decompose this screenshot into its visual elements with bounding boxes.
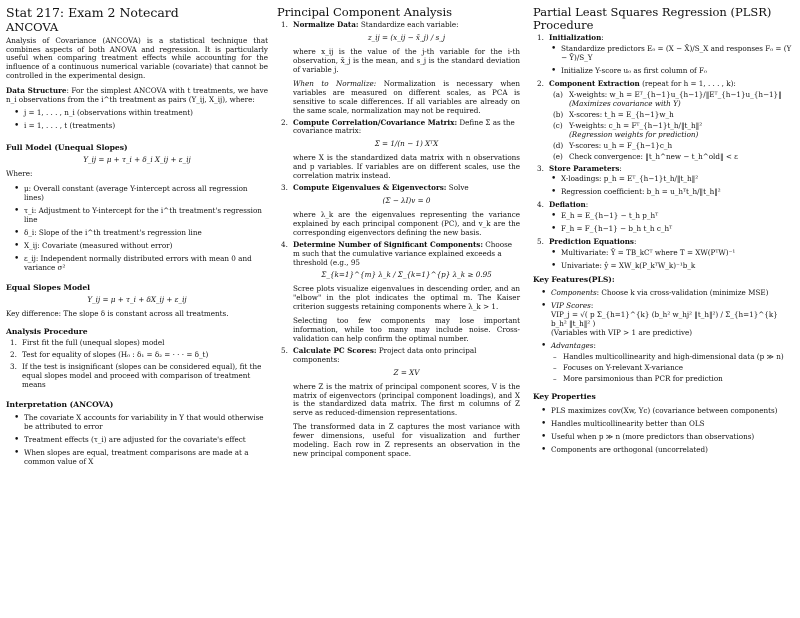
list-item: • Treatment effects (τ_i) are adjusted for the covariate's effect	[14, 436, 268, 445]
vip-equation: VIP_j = √( p Σ_{h=1}^{k} (b_h² w_hj² ‖t_h‖²) / Σ_{h=1}^{k} b_h² ‖t_h‖² )	[551, 310, 778, 328]
list-item: – Focuses on Y-relevant X-variance	[553, 364, 795, 373]
key-features-heading: Key Features(PLS):	[533, 274, 615, 284]
list-item: • Useful when p ≫ n (more predictors than observations)	[541, 433, 795, 442]
list-item: (e) Check convergence: ‖t_h^new − t_h^old‖ < ε	[553, 151, 738, 161]
list-item: • Univariate: ŷ = XW_k(P_kᵀW_k)⁻¹b_k	[551, 262, 795, 271]
ancova-heading: ANCOVA	[6, 20, 59, 35]
list-item: • τ_i: Adjustment to Y-intercept for the i^th treatment's regression line	[14, 207, 268, 225]
key-properties-list	[541, 407, 795, 455]
list-item: 2. Test for equality of slopes (H₀ : δ₁ = δ₂ = · · · = δ_t)	[10, 350, 209, 360]
list-item: – Handles multicollinearity and high-dimensional data (p ≫ n)	[553, 353, 795, 362]
list-item: • i = 1, . . . , t (treatments)	[14, 122, 268, 131]
full-model-equation: Y_ij = μ + τ_i + δ_i X_ij + ε_ij	[83, 155, 191, 165]
plsr-step-2: 2. Component Extraction (repeat for h = 1, . . . , k): (a) X-weights: w_h = Eᵀ_{h−1}u_{h−1}/‖Eᵀ_{h−1}u_{h−1}‖ (Maximizes covariance with Y) (b) X-scores: t_h = E_{h−1}w_h (c) Y-weights: c_h = Fᵀ_{h−1}t_h/‖t_h‖² (Regression weights for prediction) (d) Y-scores: u_h = F_{h−1}c_h (e) Check convergence: ‖t_h^new − t_h^old‖ < ε	[537, 80, 795, 161]
list-item: • Regression coefficient: b_h = u_hᵀt_h/‖t_h‖²	[551, 188, 795, 197]
plsr-step-3: 3. Store Parameters: • X-loadings: p_h = Eᵀ_{h−1}t_h/‖t_h‖² • Regression coefficient: b_h = u_hᵀt_h/‖t_h‖²	[537, 165, 795, 198]
list-item: 3. If the test is insignificant (slopes can be considered equal), fit the equal slopes model and proceed with comparison of treatment means	[10, 362, 262, 389]
list-item: (a) X-weights: w_h = Eᵀ_{h−1}u_{h−1}/‖Eᵀ_{h−1}u_{h−1}‖ (Maximizes covariance with Y)	[553, 90, 782, 108]
list-item: • E_h = E_{h−1} − t_h p_hᵀ	[551, 212, 795, 221]
list-item: • X_ij: Covariate (measured without error)	[14, 242, 268, 251]
list-item: • VIP Scores: VIP_j = √( p Σ_{h=1}^{k} (b_h² w_hj² ‖t_h‖²) / Σ_{h=1}^{k} b_h² ‖t_h‖² ) (Variables with VIP > 1 are predictive)	[541, 302, 795, 338]
list-item: 1. First fit the full (unequal slopes) model	[10, 338, 165, 348]
pca-step-5: 5. Calculate PC Scores: Project data onto principal components: Z = XV where Z is the matrix of principal component scores, V is the matrix of eigenvectors (principal component loadings), and X is the standardized data matrix. The first m columns of Z serve as reduced-dimension representations. The transformed data in Z captures the most variance with fewer dimensions, useful for visualization and further modeling. Each row in Z represents an observation in the new principal component space.	[281, 345, 520, 459]
list-item: • The covariate X accounts for variability in Y that would otherwise be attributed to error	[14, 414, 268, 432]
ancova-intro: Analysis of Covariance (ANCOVA) is a statistical technique that combines aspects of both ANOVA and regression. It is particularly useful when comparing treatment effects while accounting for the influence of a continuous numerical variable (covariate) that cannot be controlled in the experimental design.	[6, 35, 268, 81]
analysis-procedure-list	[10, 339, 268, 390]
interpretation-list	[14, 414, 268, 467]
list-item: – More parsimonious than PCR for prediction	[553, 375, 795, 384]
plsr-step-5: 5. Prediction Equations: • Multivariate: Ŷ = TB_kCᵀ where T = XW(PᵀW)⁻¹ • Univariate: ŷ = XW_k(P_kᵀW_k)⁻¹b_k	[537, 238, 795, 271]
list-item: • j = 1, . . . , n_i (observations within treatment)	[14, 109, 268, 118]
list-item: • X-loadings: p_h = Eᵀ_{h−1}t_h/‖t_h‖²	[551, 175, 795, 184]
plsr-step-1: 1. Initialization: • Standardize predictors E₀ = (X − X̄)/S_X and responses F₀ = (Y − Ȳ)/S_Y • Initialize Y-score u₀ as first column of F₀	[537, 34, 795, 76]
pca-step-3: 3. Compute Eigenvalues & Eigenvectors: Solve (Σ − λI)v = 0 where λ_k are the eigenvalues representing the variance explained by each principal component (PC), and v_k are the corresponding eigenvectors defining the new basis.	[281, 183, 520, 237]
pca-step-1: 1. Normalize Data: Standardize each variable: z_ij = (x_ij − x̄_j) / s_j where x_ij is the value of the j-th variable for the i-th observation, x̄_j is the mean, and s_j is the standard deviation of variable j. When to Normalize: Normalization is necessary when variables are measured on different scales, as PCA is sensitive to scale differences. If all variables are already on the same scale, normalization may not be required.	[281, 20, 520, 115]
interpretation-heading: Interpretation (ANCOVA)	[6, 399, 114, 409]
list-item: • Standardize predictors E₀ = (X − X̄)/S_X and responses F₀ = (Y − Ȳ)/S_Y	[551, 45, 795, 63]
key-properties-heading: Key Properties	[533, 391, 596, 401]
pca-steps	[281, 21, 520, 459]
where-label: Where:	[6, 169, 33, 179]
list-item: • PLS maximizes cov(Xw, Yc) (covariance between components)	[541, 407, 795, 416]
list-item: • Multivariate: Ŷ = TB_kCᵀ where T = XW(PᵀW)⁻¹	[551, 249, 795, 258]
list-item: • Components: Choose k via cross-validation (minimize MSE)	[541, 289, 795, 298]
list-item: • When slopes are equal, treatment comparisons are made at a common value of X	[14, 449, 268, 467]
pca-step-2: 2. Compute Correlation/Covariance Matrix: Define Σ as the covariance matrix: Σ = 1/(n − 1) XᵀX where X is the standardized data matrix with n observations and p variables. If variables are on different scales, use the correlation matrix instead.	[281, 117, 520, 181]
column-pca	[277, 6, 520, 462]
scores-equation: Z = XV	[393, 367, 420, 377]
normalize-equation: z_ij = (x_ij − x̄_j) / s_j	[367, 33, 446, 43]
pca-step-4: 4. Determine Number of Significant Components: Choose m such that the cumulative variance explained exceeds a threshold (e.g., 95 Σ_{k=1}^{m} λ_k / Σ_{k=1}^{p} λ_k ≥ 0.95 Scree plots visualize eigenvalues in descending order, and an "elbow" in the plot indicates the optimal m. The Kaiser criterion suggests retaining components where λ_k > 1. Selecting too few components may lose important information, while too many may include noise. Cross-validation can help confirm the optimal number.	[281, 239, 520, 343]
list-item: • Handles multicollinearity better than OLS	[541, 420, 795, 429]
list-item: • F_h = F_{h−1} − b_h t_h c_hᵀ	[551, 225, 795, 234]
data-structure-list	[14, 109, 268, 131]
variance-threshold-equation: Σ_{k=1}^{m} λ_k / Σ_{k=1}^{p} λ_k ≥ 0.95	[321, 270, 492, 280]
data-structure-text: : For the simplest ANCOVA with t treatments, we have n_i observations from the i^th treatment as pairs (Y_ij, X_ij), where:	[6, 86, 268, 105]
list-item: (d) Y-scores: u_h = F_{h−1}c_h	[553, 140, 673, 150]
full-model-heading: Full Model (Unequal Slopes)	[6, 142, 128, 152]
list-item: • ε_ij: Independent normally distributed errors with mean 0 and variance σ²	[14, 255, 268, 273]
equal-slopes-heading: Equal Slopes Model	[6, 282, 91, 292]
key-features-list	[541, 289, 795, 383]
key-difference: Key difference: The slope δ is constant across all treatments.	[6, 308, 229, 318]
list-item: • μ: Overall constant (average Y-intercept across all regression lines)	[14, 185, 268, 203]
data-structure-paragraph	[6, 87, 268, 105]
list-item: (b) X-scores: t_h = E_{h−1}w_h	[553, 109, 674, 119]
covariance-equation: Σ = 1/(n − 1) XᵀX	[374, 139, 439, 149]
equal-slopes-equation: Y_ij = μ + τ_i + δX_ij + ε_ij	[87, 294, 187, 304]
plsr-steps	[537, 34, 795, 270]
eigen-equation: (Σ − λI)v = 0	[382, 195, 431, 205]
list-item: • Initialize Y-score u₀ as first column of F₀	[551, 67, 795, 76]
list-item: (c) Y-weights: c_h = Fᵀ_{h−1}t_h/‖t_h‖² (Regression weights for prediction)	[553, 120, 703, 139]
list-item: • δ_i: Slope of the i^th treatment's regression line	[14, 229, 268, 238]
column-ancova	[6, 6, 268, 471]
list-item: • Advantages: – Handles multicollinearity and high-dimensional data (p ≫ n) – Focuses on Y-relevant X-variance – More parsimonious than PCR for prediction	[541, 342, 795, 384]
column-plsr	[533, 6, 795, 459]
list-item: • Components are orthogonal (uncorrelated)	[541, 446, 795, 455]
plsr-heading: Partial Least Squares Regression (PLSR) Procedure	[533, 5, 772, 33]
where-list	[14, 185, 268, 272]
pca-heading: Principal Component Analysis	[277, 5, 453, 19]
page-title: Stat 217: Exam 2 Notecard	[6, 5, 179, 20]
data-structure-label: Data Structure	[6, 86, 67, 96]
plsr-step-4: 4. Deflation: • E_h = E_{h−1} − t_h p_hᵀ • F_h = F_{h−1} − b_h t_h c_hᵀ	[537, 201, 795, 234]
analysis-procedure-heading: Analysis Procedure	[6, 326, 88, 336]
